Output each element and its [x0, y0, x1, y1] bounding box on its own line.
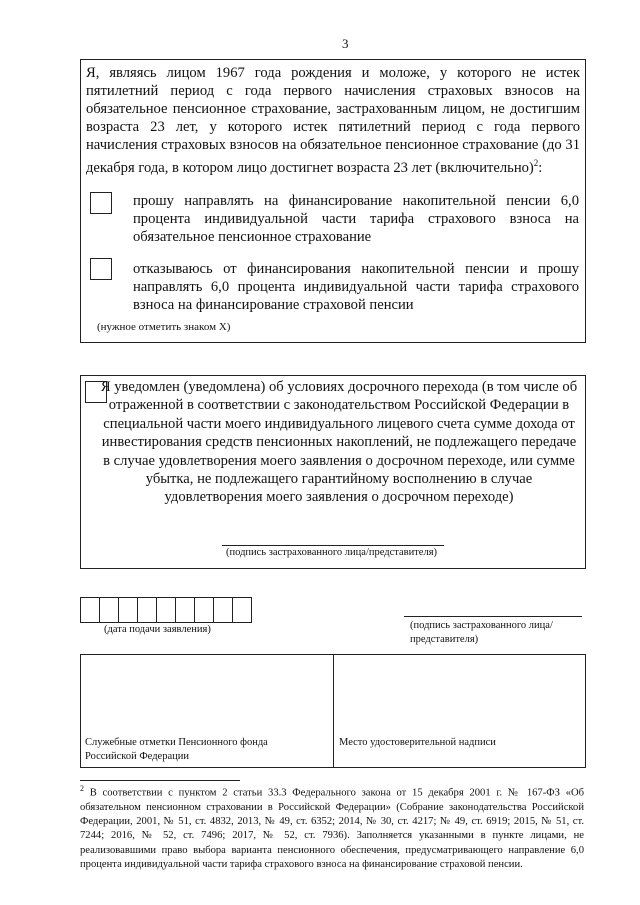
footnote	[80, 782, 584, 872]
date-cell[interactable]	[80, 597, 99, 623]
date-cell[interactable]	[213, 597, 232, 623]
option-refuse-pension-checkbox[interactable]	[90, 258, 112, 280]
signature-caption-1: (подпись застрахованного лица/	[410, 620, 553, 631]
pension-fund-marks-label: Служебные отметки Пенсионного фонда	[85, 737, 268, 748]
pension-fund-marks-label-2: Российской Федерации	[85, 751, 189, 762]
date-cell[interactable]	[175, 597, 194, 623]
date-cells[interactable]	[80, 597, 252, 623]
footnote-mark: 2	[80, 784, 84, 793]
date-cell[interactable]	[99, 597, 118, 623]
footnote-ref: 2	[533, 158, 539, 168]
signature-line[interactable]	[404, 616, 582, 617]
footnote-text: В соответствии с пунктом 2 статьи 33.3 Федерального закона от 15 декабря 2001 г. № 167-ФЗ «Об обязательном пенсионном страховании в Российской Федерации» (Собрание законодательства Российской Федерации, 2001, № 51, ст. 4832, 2013, № 49, ст. 6352; 2014, № 30, ст. 4217; № 49, ст. 6919; 2015, № 51, ст. 7244; 2016, № 52, ст. 7496; 2017, № 52, ст. 7936). Заполняется указанными в пункте лицами, не реализовавшими право выбора варианта пенсионного обеспечения, предусматривающего направление 6,0 процента индивидуальной части тарифа страхового взноса на финансирование страховой пенсии.	[80, 787, 585, 871]
choice-intro: Я, являясь лицом 1967 года рождения и моложе, у которого не истек пятилетний период с года первого начисления страховых взносов на обязательное пенсионное страхование, застрахованным лицом, не достигшим возраста 23 лет, у которого истек пятилетний период с года первого начисления страховых взносов на обязательное пенсионное страхование (до 31 декабря года, в котором лицо достигнет возраста 23 лет (включительно)	[86, 65, 580, 176]
notice-text: Я уведомлен (уведомлена) об условиях досрочного перехода (в том числе об отраженной в соответствии с законодательством Российской Федерации в специальной части моего индивидуального лицевого счета сумме дохода от инвестирования средств пенсионных накоплений, не подлежащего передаче в случае удовлетворения моего заявления о досрочном переходе, или сумме убытка, не подлежащего гарантийному восполнению в случае удовлетворения моего заявления о досрочном переходе)	[100, 379, 578, 506]
footnote-separator	[80, 780, 240, 781]
choice-section-text	[86, 64, 580, 177]
date-caption: (дата подачи заявления)	[104, 624, 211, 635]
date-cell[interactable]	[156, 597, 175, 623]
table-divider	[333, 654, 334, 767]
option-fund-pension-text: прошу направлять на финансирование накопительной пенсии 6,0 процента индивидуальной части тарифа страхового взноса на обязательное пенсионное страхование	[133, 193, 579, 245]
option-refuse-pension-text: отказываюсь от финансирования накопительной пенсии и прошу направлять 6,0 процента индивидуальной части тарифа страхового взноса на финансирование страховой пенсии	[133, 261, 579, 313]
date-cell[interactable]	[118, 597, 137, 623]
notice-signature-caption: (подпись застрахованного лица/представителя)	[226, 547, 438, 558]
choice-intro-end: :	[538, 159, 543, 176]
certification-place-label: Место удостоверительной надписи	[339, 737, 496, 748]
date-cell[interactable]	[194, 597, 213, 623]
option-fund-pension-checkbox[interactable]	[90, 192, 112, 214]
signature-caption-2: представителя)	[410, 634, 479, 645]
date-cell[interactable]	[137, 597, 156, 623]
mark-instruction: (нужное отметить знаком X)	[97, 321, 231, 333]
date-cell[interactable]	[232, 597, 252, 623]
page-number: 3	[342, 36, 349, 51]
